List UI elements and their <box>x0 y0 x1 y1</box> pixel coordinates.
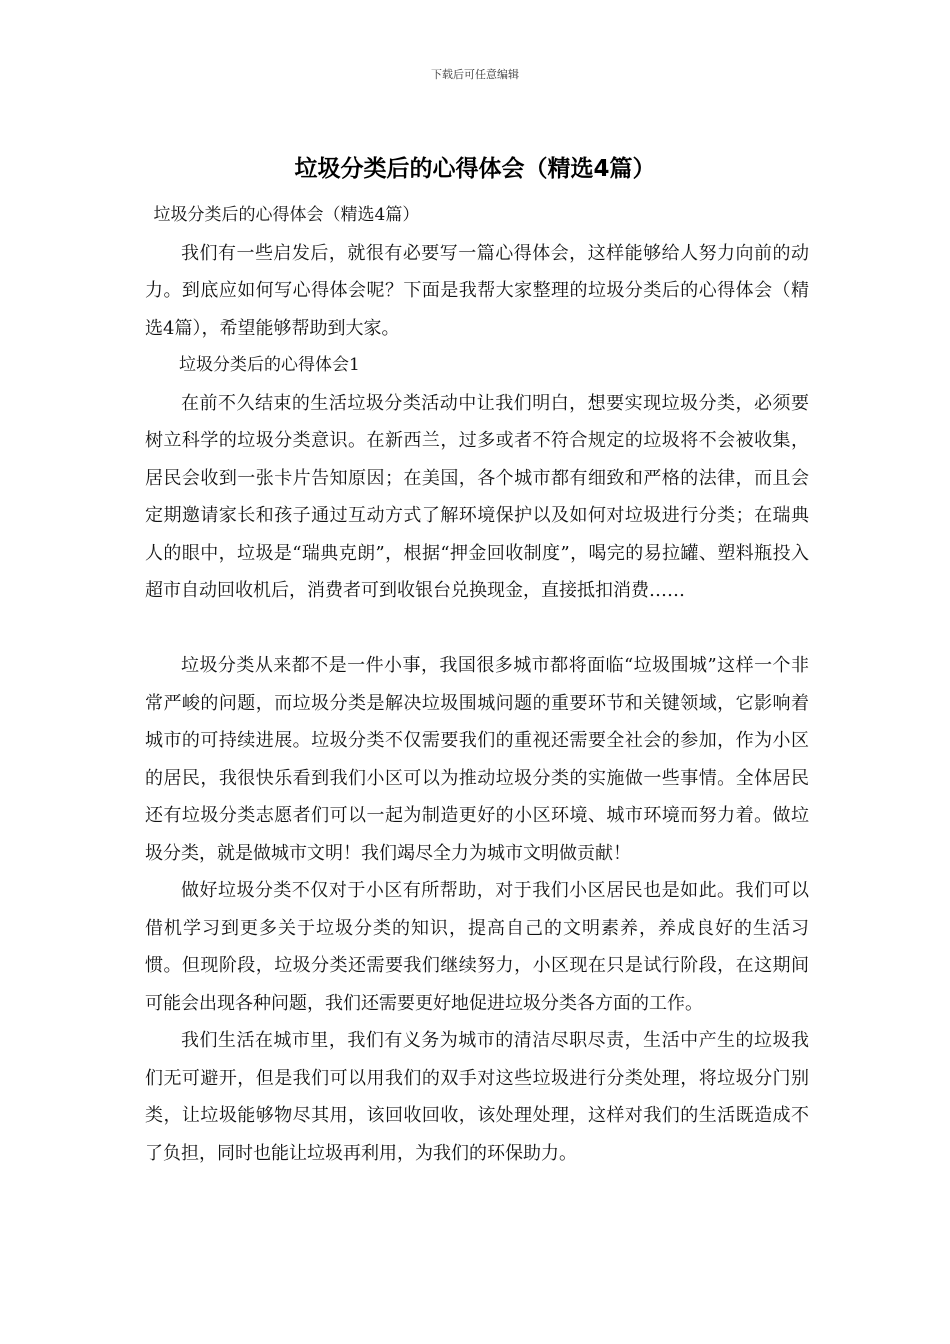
subtitle-paragraph: 垃圾分类后的心得体会（精选4篇） <box>153 205 420 225</box>
blank-line <box>145 610 809 648</box>
intro-paragraph: 我们有一些启发后，就很有必要写一篇心得体会，这样能够给人努力向前的动力。到底应如何写心得体会呢？下面是我帮大家整理的垃圾分类后的心得体会（精选4篇），希望能够帮助到大家。 <box>145 242 809 339</box>
section-heading: 垃圾分类后的心得体会1 <box>179 355 360 375</box>
body-paragraph: 在前不久结束的生活垃圾分类活动中让我们明白，想要实现垃圾分类，必须要树立科学的垃圾分类意识。在新西兰，过多或者不符合规定的垃圾将不会被收集，居民会收到一张卡片告知原因；在美国，各个城市都有细致和严格的法律，而且会定期邀请家长和孩子通过互动方式了解环境保护以及如何对垃圾进行分类；在瑞典人的眼中，垃圾是“瑞典克朗”，根据“押金回收制度”，喝完的易拉罐、塑料瓶投入超市自动回收机后，消费者可到收银台兑换现金，直接抵扣消费…… <box>145 392 809 601</box>
body-paragraph: 垃圾分类从来都不是一件小事，我国很多城市都将面临“垃圾围城”这样一个非常严峻的问题，而垃圾分类是解决垃圾围城问题的重要环节和关键领域，它影响着城市的可持续进展。垃圾分类不仅需要我们的重视还需要全社会的参加，作为小区的居民，我很快乐看到我们小区可以为推动垃圾分类的实施做一些事情。全体居民还有垃圾分类志愿者们可以一起为制造更好的小区环境、城市环境而努力着。做垃圾分类，就是做城市文明！我们竭尽全力为城市文明做贡献！ <box>145 655 809 864</box>
header-note: 下载后可任意编辑 <box>431 68 519 81</box>
document-title: 垃圾分类后的心得体会（精选4篇） <box>294 156 656 182</box>
body-paragraph: 做好垃圾分类不仅对于小区有所帮助，对于我们小区居民也是如此。我们可以借机学习到更多关于垃圾分类的知识，提高自己的文明素养，养成良好的生活习惯。但现阶段，垃圾分类还需要我们继续努力，小区现在只是试行阶段，在这期间可能会出现各种问题，我们还需要更好地促进垃圾分类各方面的工作。 <box>145 880 809 1014</box>
body-paragraph: 我们生活在城市里，我们有义务为城市的清洁尽职尽责，生活中产生的垃圾我们无可避开，但是我们可以用我们的双手对这些垃圾进行分类处理，将垃圾分门别类，让垃圾能够物尽其用，该回收回收，该处理处理，这样对我们的生活既造成不了负担，同时也能让垃圾再利用，为我们的环保助力。 <box>145 1030 809 1164</box>
document-body <box>145 197 809 1172</box>
